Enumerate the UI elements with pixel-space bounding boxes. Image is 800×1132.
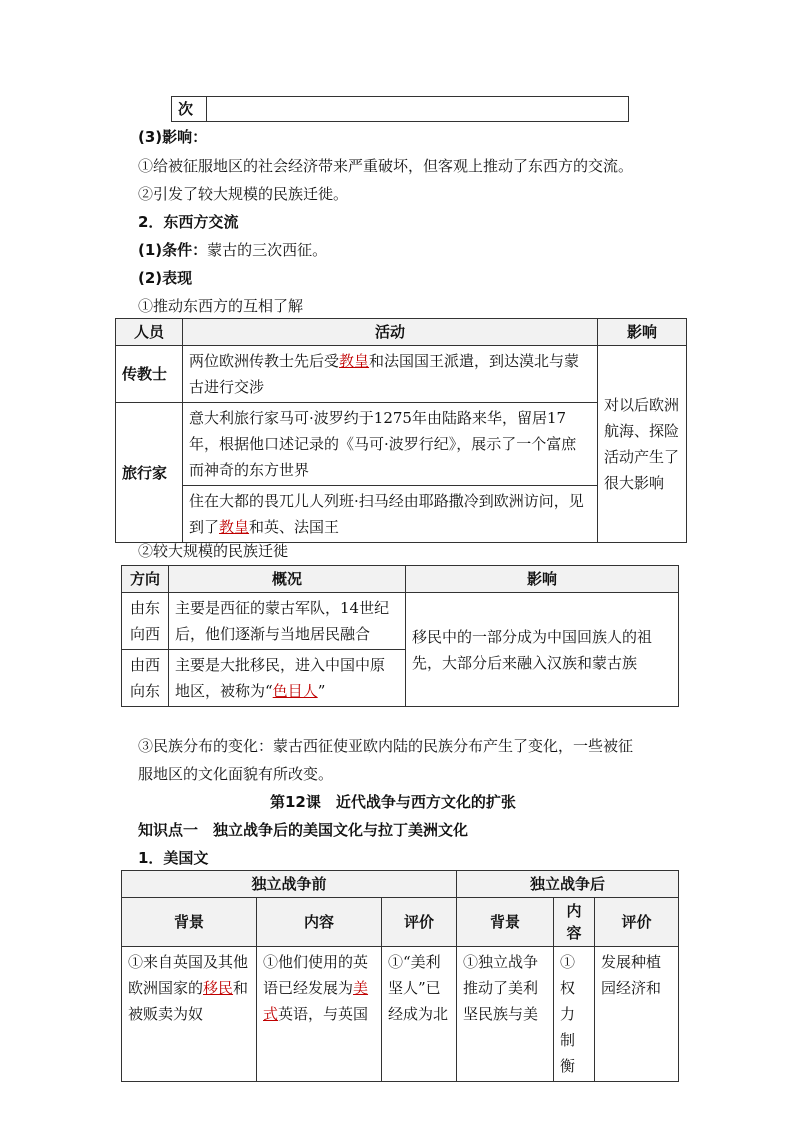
lesson-title: 第12课 近代战争与西方文化的扩张 [270,793,516,811]
table2-summary-east-west: 主要是西征的蒙古军队，14世纪后，他们逐渐与当地居民融合 [169,593,406,650]
table3-header-content-after: 内容 [554,898,595,947]
table3-group-before: 独立战争前 [122,871,457,898]
table1-person-missionary: 传教士 [116,346,183,403]
table1-activity-rabban-sauma [183,486,598,543]
table2-direction-west-east: 由西向东 [122,650,169,707]
table2-header-direction: 方向 [122,566,169,593]
table1-header-activity: 活动 [183,319,598,346]
highlight-immigrants: 移民 [203,979,234,997]
table1-person-traveler: 旅行家 [116,403,183,543]
influence-item-1: ①给被征服地区的社会经济带来严重破坏，但客观上推动了东西方的交流。 [138,157,634,175]
influence-heading: (3)影响： [138,128,208,146]
condition-line [138,239,327,261]
table3-header-bg-after: 背景 [457,898,554,947]
table3-cell-content-after: ①权力制衡 [554,947,595,1082]
table3-header-content-before: 内容 [257,898,382,947]
expression-label: (2)表现 [138,269,193,287]
expression-item-1: ①推动东西方的互相了解 [138,297,304,315]
expression-item-3b: 服地区的文化面貌有所改变。 [138,765,334,783]
table3-group-after: 独立战争后 [457,871,679,898]
activity-text: 住在大都的畏兀儿人列班·扫马经由耶路撒冷到欧洲访问，见到了 [189,492,584,536]
table3-header-eval-after: 评价 [595,898,679,947]
activity-text: 和英、法国王 [249,518,340,536]
knowledge-point-title: 知识点一 独立战争后的美国文化与拉丁美洲文化 [138,821,469,839]
section-us-title: 1．美国文 [138,849,209,867]
condition-label: (1)条件： [138,241,208,259]
top-row-label: 次 [172,97,207,122]
table2-header-summary: 概况 [169,566,406,593]
condition-text: 蒙古的三次西征。 [207,241,328,259]
table1-header-influence: 影响 [598,319,687,346]
table3-cell-eval-before: ①“美利坚人”已经成为北 [382,947,457,1082]
table2-influence: 移民中的一部分成为中国回族人的祖先，大部分后来融入汉族和蒙古族 [406,593,679,707]
migration-table [121,565,679,707]
table1-header-person: 人员 [116,319,183,346]
influence-item-2: ②引发了较大规模的民族迁徙。 [138,185,349,203]
cell-text: ①来自英国及其他欧洲国家的 [128,953,249,997]
cell-text: 英语，与英国 [278,1005,369,1023]
highlight-pope: 教皇 [339,352,370,370]
cell-text: ①他们使用的英语已经发展为 [263,953,369,997]
table2-direction-east-west: 由东向西 [122,593,169,650]
activity-text: 两位欧洲传教士先后受 [189,352,340,370]
expression-item-2: ②较大规模的民族迁徙 [138,542,289,560]
table3-header-eval-before: 评价 [382,898,457,947]
table3-cell-content-before [257,947,382,1082]
top-row-value [207,97,629,122]
highlight-american-style: 美式 [263,979,369,1023]
top-table-fragment [171,96,629,122]
exchange-table [115,318,687,543]
table1-activity-marco-polo: 意大利旅行家马可·波罗约于1275年由陆路来华，留居17年，根据他口述记录的《马可·波罗行纪》，展示了一个富庶而神奇的东方世界 [183,403,598,486]
cell-text: 和被贩卖为奴 [128,979,249,1023]
table1-influence: 对以后欧洲航海、探险活动产生了很大影响 [598,346,687,543]
activity-text: 和法国国王派遣，到达漠北与蒙古进行交涉 [189,352,580,396]
highlight-semu: 色目人 [272,682,318,700]
us-culture-table [121,870,679,1082]
expression-item-3a: ③民族分布的变化：蒙古西征使亚欧内陆的民族分布产生了变化，一些被征 [138,737,634,755]
table2-header-influence: 影响 [406,566,679,593]
table3-cell-eval-after: 发展种植园经济和 [595,947,679,1082]
summary-text: ” [317,682,326,700]
table3-cell-bg-after: ①独立战争推动了美利坚民族与美 [457,947,554,1082]
table3-header-bg-before: 背景 [122,898,257,947]
summary-text: 主要是大批移民，进入中国中原地区，被称为“ [175,656,386,700]
table3-cell-bg-before [122,947,257,1082]
table1-activity-missionary [183,346,598,403]
section-2-title: 2．东西方交流 [138,213,239,231]
highlight-pope: 教皇 [219,518,250,536]
table2-summary-west-east [169,650,406,707]
